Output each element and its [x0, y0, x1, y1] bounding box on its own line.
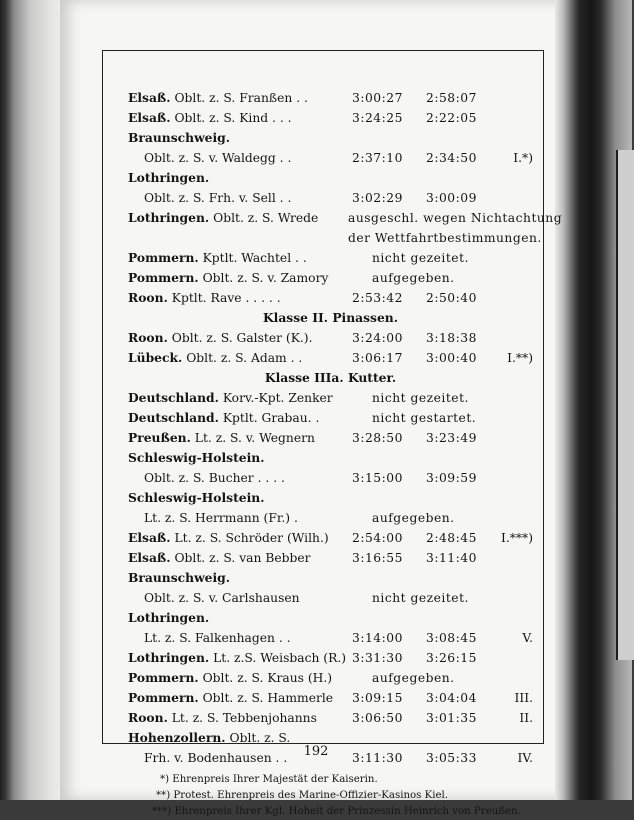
prize-rank: I.***) — [500, 531, 533, 545]
entry-name — [128, 388, 333, 408]
entry-name — [128, 688, 333, 708]
result-row — [128, 428, 533, 448]
entry-name — [128, 168, 209, 188]
officer-name: Oblt. z. S. Bucher . . . . — [144, 471, 285, 485]
corrected-time: 3:01:35 — [426, 711, 477, 725]
result-note: aufgegeben. — [372, 271, 455, 285]
entry-name — [128, 648, 346, 668]
results-table — [128, 88, 563, 820]
officer-name: Lt. z. S. Tebbenjohanns — [167, 711, 317, 725]
page-number: 192 — [303, 744, 329, 759]
result-row — [128, 548, 533, 568]
result-note: nicht gezeitet. — [372, 391, 469, 405]
ship-name: Pommern. — [128, 670, 199, 685]
elapsed-time: 3:15:00 — [352, 471, 403, 485]
result-note: ausgeschl. wegen Nichtachtung — [348, 211, 563, 225]
result-row — [128, 588, 533, 608]
entry-name — [128, 528, 329, 548]
result-row — [128, 668, 533, 688]
class-header: Klasse IIIa. Kutter. — [264, 370, 397, 385]
elapsed-time: 2:54:00 — [352, 531, 403, 545]
result-row — [128, 328, 533, 348]
entry-name — [128, 328, 313, 348]
officer-name: Oblt. z. S. v. Zamory — [198, 271, 329, 285]
ship-name: Braunschweig. — [128, 130, 231, 145]
result-row — [128, 148, 533, 168]
entry-name — [128, 268, 328, 288]
ship-name: Lothringen. — [128, 210, 210, 225]
elapsed-time: 3:09:15 — [352, 691, 403, 705]
officer-name: Lt. z. S. Herrmann (Fr.) . — [144, 511, 298, 525]
officer-name: Oblt. z. S. — [225, 731, 291, 745]
result-row — [128, 248, 533, 268]
result-row — [128, 528, 533, 548]
entry-name — [144, 588, 300, 608]
entry-name — [144, 628, 291, 648]
corrected-time: 3:23:49 — [426, 431, 477, 445]
entry-name — [128, 548, 311, 568]
footnote: *) Ehrenpreis Ihrer Majestät der Kaiserin. — [160, 774, 378, 785]
officer-name: Oblt. z. S. Kraus (H.) — [198, 671, 333, 685]
prize-rank: I.*) — [513, 151, 533, 165]
result-row — [128, 208, 563, 228]
corrected-time: 3:08:45 — [426, 631, 477, 645]
result-row — [128, 128, 533, 148]
corrected-time: 3:26:15 — [426, 651, 477, 665]
officer-name: Oblt. z. S. v. Waldegg . . — [144, 151, 292, 165]
result-note: aufgegeben. — [372, 671, 455, 685]
entry-name — [128, 88, 308, 108]
result-row — [128, 568, 533, 588]
result-row — [128, 388, 533, 408]
footnotes — [128, 772, 533, 820]
elapsed-time: 3:16:55 — [352, 551, 403, 565]
prize-rank: V. — [522, 631, 533, 645]
officer-name: Oblt. z. S. v. Carlshausen — [144, 591, 300, 605]
ship-name: Hohenzollern. — [128, 730, 226, 745]
officer-name: Kptlt. Grabau. . — [218, 411, 320, 425]
corrected-time: 3:00:40 — [426, 351, 477, 365]
officer-name: Oblt. z. S. van Bebber — [170, 551, 311, 565]
result-note: der Wettfahrtbestimmungen. — [348, 231, 542, 245]
officer-name: Kptlt. Rave . . . . . — [167, 291, 281, 305]
ship-name: Lothringen. — [128, 170, 210, 185]
corrected-time: 2:22:05 — [426, 111, 477, 125]
elapsed-time: 3:06:50 — [352, 711, 403, 725]
elapsed-time: 2:53:42 — [352, 291, 403, 305]
corrected-time: 3:11:40 — [426, 551, 477, 565]
ship-name: Lübeck. — [128, 350, 183, 365]
class-header: Klasse II. Pinassen. — [262, 310, 399, 325]
entry-name — [128, 448, 265, 468]
result-row — [128, 648, 533, 668]
result-row — [128, 268, 533, 288]
footnote: ***) Ehrenpreis Ihrer Kgl. Hoheit der Prinzessin Heinrich von Preußen. — [152, 806, 521, 817]
elapsed-time: 3:02:29 — [352, 191, 403, 205]
entry-name — [128, 568, 230, 588]
result-row — [128, 708, 533, 728]
officer-name: Oblt. z. S. Wrede — [209, 211, 319, 225]
ship-name: Deutschland. — [128, 390, 219, 405]
elapsed-time: 3:06:17 — [352, 351, 403, 365]
officer-name: Kptlt. Wachtel . . — [198, 251, 307, 265]
elapsed-time: 3:14:00 — [352, 631, 403, 645]
ship-name: Lothringen. — [128, 650, 210, 665]
corrected-time: 3:04:04 — [426, 691, 477, 705]
result-row — [128, 348, 533, 368]
result-row — [128, 488, 533, 508]
officer-name: Lt. z. S. Falkenhagen . . — [144, 631, 291, 645]
right-page-photo-edge — [616, 150, 634, 660]
elapsed-time: 2:37:10 — [352, 151, 403, 165]
result-row — [128, 688, 533, 708]
officer-name: Oblt. z. S. Kind . . . — [170, 111, 292, 125]
result-row — [128, 508, 533, 528]
ship-name: Pommern. — [128, 250, 199, 265]
ship-name: Elsaß. — [128, 90, 171, 105]
officer-name: Lt. z.S. Weisbach (R.) — [209, 651, 347, 665]
ship-name: Pommern. — [128, 270, 199, 285]
corrected-time: 2:34:50 — [426, 151, 477, 165]
ship-name: Preußen. — [128, 430, 191, 445]
result-row — [128, 608, 533, 628]
result-row — [128, 288, 533, 308]
elapsed-time: 3:31:30 — [352, 651, 403, 665]
corrected-time: 2:48:45 — [426, 531, 477, 545]
entry-name — [128, 108, 292, 128]
entry-name — [128, 348, 302, 368]
corrected-time: 3:09:59 — [426, 471, 477, 485]
ship-name: Elsaß. — [128, 550, 171, 565]
entry-name — [128, 288, 281, 308]
ship-name: Pommern. — [128, 690, 199, 705]
elapsed-time: 3:11:30 — [352, 751, 403, 765]
officer-name: Frh. v. Bodenhausen . . — [144, 751, 288, 765]
result-row — [128, 628, 533, 648]
ship-name: Schleswig-Holstein. — [128, 490, 265, 505]
elapsed-time: 3:24:00 — [352, 331, 403, 345]
result-row — [128, 448, 533, 468]
result-row — [128, 108, 533, 128]
officer-name: Oblt. z. S. Frh. v. Sell . . — [144, 191, 292, 205]
officer-name: Lt. z. S. Schröder (Wilh.) — [170, 531, 329, 545]
corrected-time: 3:18:38 — [426, 331, 477, 345]
entry-name — [128, 608, 209, 628]
ship-name: Braunschweig. — [128, 570, 231, 585]
officer-name: Oblt. z. S. Franßen . . — [170, 91, 308, 105]
entry-name — [128, 208, 318, 228]
ship-name: Deutschland. — [128, 410, 219, 425]
ship-name: Schleswig-Holstein. — [128, 450, 265, 465]
result-note: nicht gezeitet. — [372, 591, 469, 605]
prize-rank: II. — [519, 711, 533, 725]
ship-name: Roon. — [128, 710, 168, 725]
officer-name: Oblt. z. S. Hammerle — [198, 691, 334, 705]
corrected-time: 2:58:07 — [426, 91, 477, 105]
result-note: aufgegeben. — [372, 511, 455, 525]
entry-name — [128, 248, 307, 268]
elapsed-time: 3:28:50 — [352, 431, 403, 445]
result-row — [128, 408, 533, 428]
ship-name: Lothringen. — [128, 610, 210, 625]
officer-name: Korv.-Kpt. Zenker — [218, 391, 333, 405]
prize-rank: I.**) — [507, 351, 533, 365]
officer-name: Lt. z. S. v. Wegnern — [190, 431, 315, 445]
footnote: **) Protest. Ehrenpreis des Marine-Offizier-Kasinos Kiel. — [156, 790, 449, 801]
result-note: nicht gezeitet. — [372, 251, 469, 265]
corrected-time: 2:50:40 — [426, 291, 477, 305]
officer-name: Oblt. z. S. Adam . . — [182, 351, 303, 365]
elapsed-time: 3:24:25 — [352, 111, 403, 125]
result-row — [128, 188, 533, 208]
entry-name — [128, 128, 230, 148]
ship-name: Elsaß. — [128, 530, 171, 545]
result-row — [128, 168, 533, 188]
result-row — [128, 88, 533, 108]
ship-name: Roon. — [128, 290, 168, 305]
entry-name — [144, 468, 285, 488]
result-note: nicht gestartet. — [372, 411, 477, 425]
ship-name: Roon. — [128, 330, 168, 345]
corrected-time: 3:00:09 — [426, 191, 477, 205]
corrected-time: 3:05:33 — [426, 751, 477, 765]
entry-name — [128, 668, 332, 688]
ship-name: Elsaß. — [128, 110, 171, 125]
elapsed-time: 3:00:27 — [352, 91, 403, 105]
prize-rank: III. — [514, 691, 533, 705]
prize-rank: IV. — [517, 751, 533, 765]
entry-name — [128, 708, 317, 728]
officer-name: Oblt. z. S. Galster (K.). — [167, 331, 313, 345]
entry-name — [144, 148, 291, 168]
result-row — [128, 468, 533, 488]
entry-name — [128, 408, 319, 428]
entry-name — [128, 428, 315, 448]
result-row — [128, 228, 542, 248]
entry-name — [144, 188, 291, 208]
entry-name — [128, 488, 265, 508]
entry-name — [144, 508, 298, 528]
